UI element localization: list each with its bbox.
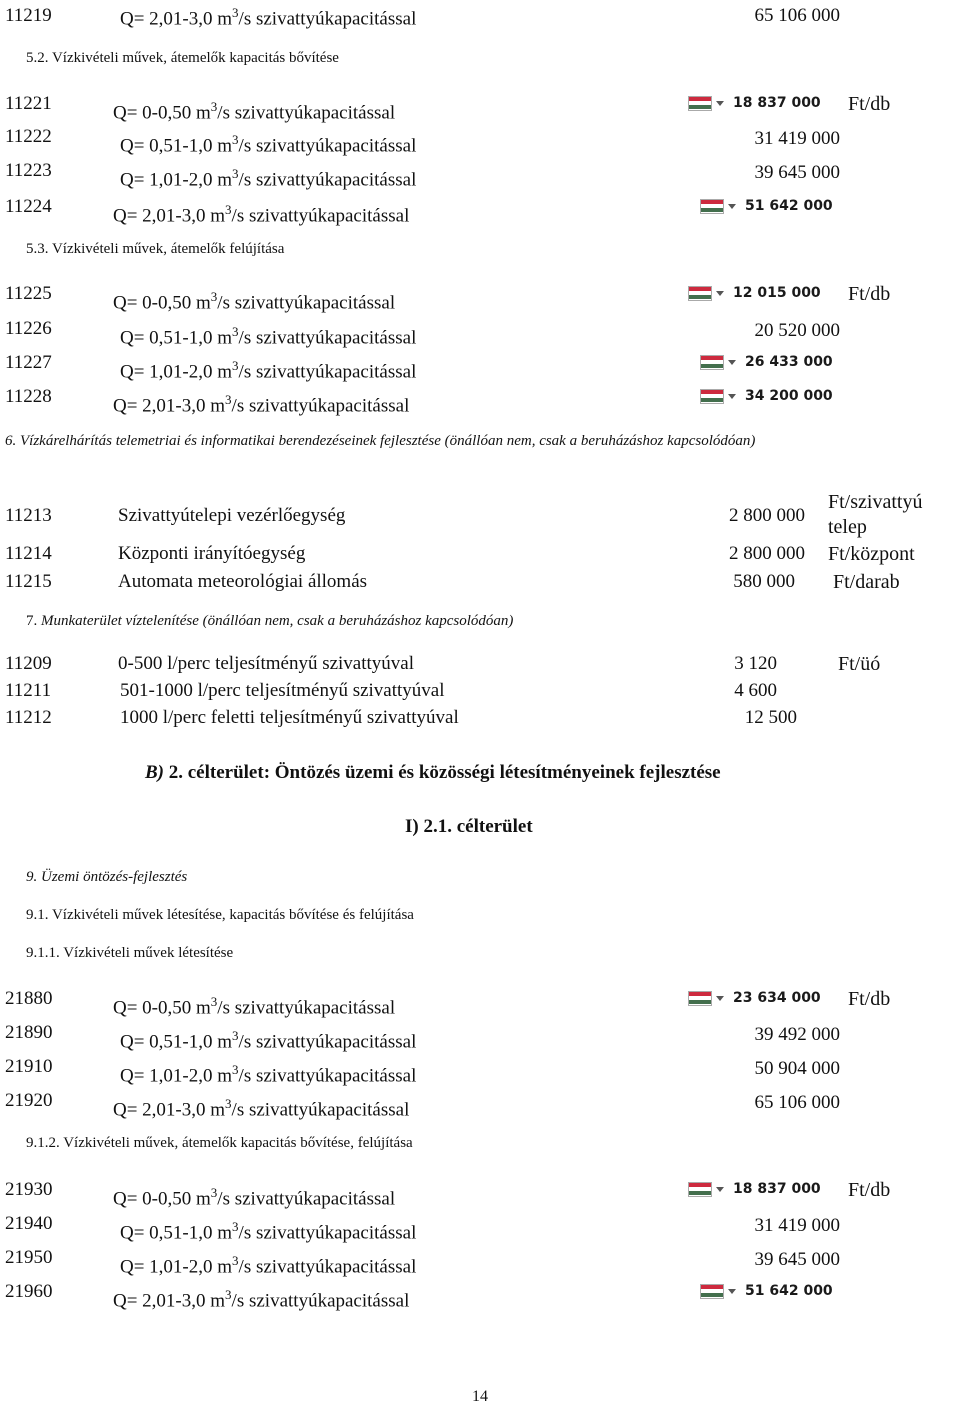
value-with-flag[interactable] [688,1181,821,1197]
row-value: 51 642 000 [745,198,833,214]
row-value: 65 106 000 [754,5,840,26]
value-with-flag[interactable] [688,990,821,1006]
row-value: 39 645 000 [754,1249,840,1270]
row-value: 18 837 000 [733,95,821,111]
row-value: 50 904 000 [754,1058,840,1079]
row-desc: 0-500 l/perc teljesítményű szivattyúval [118,653,415,674]
hungarian-flag-icon [688,1182,712,1197]
dropdown-caret-icon [716,1187,724,1192]
value-with-flag[interactable] [700,1283,833,1299]
row-unit: Ft/szivattyú [828,491,923,513]
hungarian-flag-icon [700,389,724,404]
row-value: 31 419 000 [754,128,840,149]
row-desc: Központi irányítóegység [118,543,306,564]
row-desc: Q= 2,01-3,0 $m^3/s$ szivattyúkapacitással [113,202,410,227]
row-value: 12 500 [744,707,797,728]
row-code: 21930 [5,1179,53,1200]
row-code: 11224 [5,196,52,217]
section-heading-9-1: 9.1. Vízkivételi művek létesítése, kapacitás bővítése és felújítása [26,907,414,923]
row-code: 21960 [5,1281,53,1302]
section-heading-9-1-2: 9.1.2. Vízkivételi művek, átemelők kapacitás bővítése, felújítása [26,1135,413,1151]
row-code: 11215 [5,571,52,592]
hungarian-flag-icon [688,991,712,1006]
section-heading-5-3: 5.3. Vízkivételi művek, átemelők felújítása [26,241,285,257]
row-code: 11223 [5,160,52,181]
row-code: 11213 [5,505,52,526]
row-code: 11226 [5,318,52,339]
row-desc: Q= 0,51-1,0 $m^3/s$ szivattyúkapacitással [120,1219,417,1244]
row-value: 34 200 000 [745,388,833,404]
row-code: 21890 [5,1022,53,1043]
row-code: 11214 [5,543,52,564]
row-value: 23 634 000 [733,990,821,1006]
row-desc: Q= 1,01-2,0 $m^3/s$ szivattyúkapacitással [120,1062,417,1087]
row-desc: Q= 0-0,50 $m^3/s$ szivattyúkapacitással [113,99,396,124]
row-desc: Q= 0-0,50 $m^3/s$ szivattyúkapacitással [113,289,396,314]
row-desc: 1000 l/perc feletti teljesítményű szivattyúval [120,707,459,728]
row-code: 21910 [5,1056,53,1077]
hungarian-flag-icon [688,286,712,301]
row-value: 18 837 000 [733,1181,821,1197]
row-desc: Q= 0,51-1,0 $m^3/s$ szivattyúkapacitással [120,324,417,349]
dropdown-caret-icon [728,394,736,399]
row-desc: Q= 2,01-3,0 $m^3/s$ szivattyúkapacitással [113,392,410,417]
dropdown-caret-icon [716,996,724,1001]
row-code: 11209 [5,653,52,674]
row-code: 21920 [5,1090,53,1111]
row-unit: Ft/db [848,1179,891,1201]
dropdown-caret-icon [728,1289,736,1294]
row-desc: Q= 1,01-2,0 $m^3/s$ szivattyúkapacitással [120,1253,417,1278]
row-unit: Ft/darab [833,571,900,593]
dropdown-caret-icon [728,204,736,209]
row-value: 2 800 000 [729,543,805,564]
row-code: 11228 [5,386,52,407]
row-value: 31 419 000 [754,1215,840,1236]
row-code: 11219 [5,5,52,26]
section-heading-5-2: 5.2. Vízkivételi művek, átemelők kapacitás bővítése [26,50,339,66]
row-value: 51 642 000 [745,1283,833,1299]
row-value: 39 492 000 [754,1024,840,1045]
page-number: 14 [472,1388,488,1405]
row-code: 21950 [5,1247,53,1268]
row-unit: Ft/db [848,93,891,115]
hungarian-flag-icon [688,96,712,111]
row-value: 26 433 000 [745,354,833,370]
row-desc: Q= 0,51-1,0 $m^3/s$ szivattyúkapacitással [120,1028,417,1053]
row-code: 11225 [5,283,52,304]
section-heading-7: 7. Munkaterület víztelenítése (önállóan nem, csak a beruházáshoz kapcsolódóan) [26,613,514,629]
value-with-flag[interactable] [700,354,833,370]
row-desc: Automata meteorológiai állomás [118,571,368,592]
section-i-title: I) 2.1. célterület [405,816,533,837]
row-unit: Ft/központ [828,543,915,565]
row-desc: Q= 2,01-3,0 $m^3/s$ szivattyúkapacitással [120,5,417,30]
dropdown-caret-icon [728,360,736,365]
row-unit: telep [828,516,867,538]
row-code: 11227 [5,352,52,373]
row-value: 3 120 [734,653,777,674]
value-with-flag[interactable] [688,285,821,301]
row-desc: 501-1000 l/perc teljesítményű szivattyúval [120,680,445,701]
row-desc: Q= 0-0,50 $m^3/s$ szivattyúkapacitással [113,994,396,1019]
section-heading-6: 6. Vízkárelhárítás telemetriai és informatikai berendezéseinek fejlesztése (önállóan nem, csak a beruházáshoz kapcsolódóan) [5,433,756,449]
dropdown-caret-icon [716,291,724,296]
row-value: 4 600 [734,680,777,701]
value-with-flag[interactable] [688,95,821,111]
row-value: 580 000 [733,571,795,592]
row-value: 20 520 000 [754,320,840,341]
hungarian-flag-icon [700,355,724,370]
value-with-flag[interactable] [700,198,833,214]
row-value: 2 800 000 [729,505,805,526]
hungarian-flag-icon [700,199,724,214]
row-code: 11222 [5,126,52,147]
section-heading-9: 9. Üzemi öntözés-fejlesztés [26,869,188,885]
row-value: 39 645 000 [754,162,840,183]
row-code: 21880 [5,988,53,1009]
section-heading-9-1-1: 9.1.1. Vízkivételi művek létesítése [26,945,234,961]
row-desc: Q= 0-0,50 $m^3/s$ szivattyúkapacitással [113,1185,396,1210]
row-code: 11221 [5,93,52,114]
row-value: 12 015 000 [733,285,821,301]
row-code: 21940 [5,1213,53,1234]
row-desc: Q= 1,01-2,0 $m^3/s$ szivattyúkapacitással [120,166,417,191]
dropdown-caret-icon [716,101,724,106]
hungarian-flag-icon [700,1284,724,1299]
row-desc: Q= 2,01-3,0 $m^3/s$ szivattyúkapacitással [113,1287,410,1312]
row-unit: Ft/db [848,283,891,305]
row-code: 11211 [5,680,52,701]
row-code: 11212 [5,707,52,728]
row-unit: Ft/üó [838,653,881,675]
row-unit: Ft/db [848,988,891,1010]
value-with-flag[interactable] [700,388,833,404]
row-desc: Q= 2,01-3,0 $m^3/s$ szivattyúkapacitással [113,1096,410,1121]
row-desc: Szivattyútelepi vezérlőegység [118,505,346,526]
section-b-title: B) 2. célterület: Öntözés üzemi és közösségi létesítményeinek fejlesztése [145,762,721,783]
row-value: 65 106 000 [754,1092,840,1113]
row-desc: Q= 0,51-1,0 $m^3/s$ szivattyúkapacitással [120,132,417,157]
row-desc: Q= 1,01-2,0 $m^3/s$ szivattyúkapacitással [120,358,417,383]
